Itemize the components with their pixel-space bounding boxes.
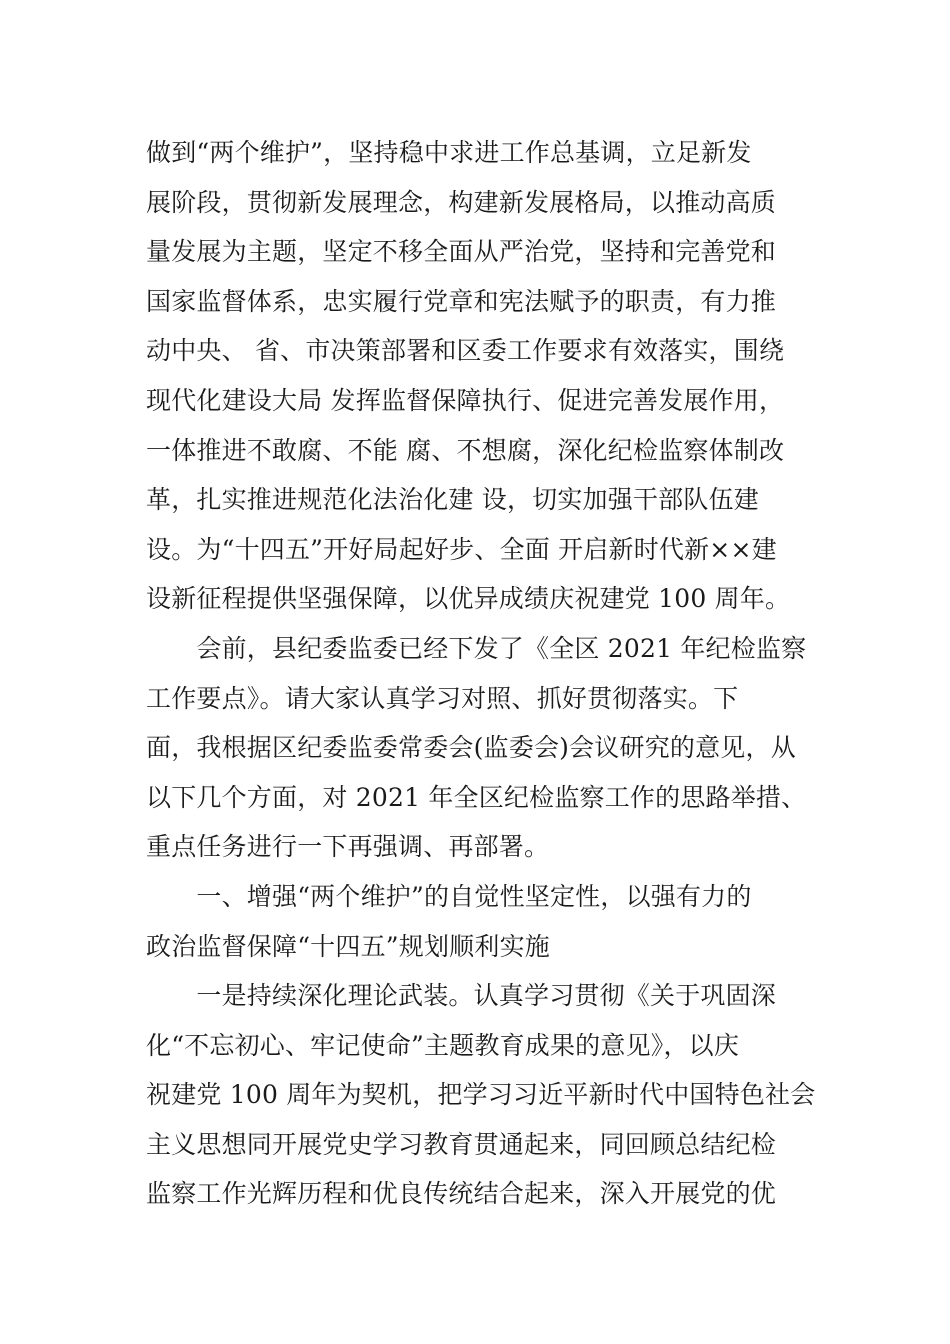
text-line: 工作要点》。请大家认真学习对照、抓好贯彻落实。下 <box>146 683 739 713</box>
text-line: 动中央、 省、市决策部署和区委工作要求有效落实，围绕 <box>146 336 785 366</box>
text-line: 量发展为主题，坚定不移全面从严治党，坚持和完善党和 <box>146 237 777 267</box>
text-line: 设。为“十四五”开好局起好步、全面 开启新时代新××建 <box>146 534 777 564</box>
text-line: 做到“两个维护”，坚持稳中求进工作总基调，立足新发 <box>146 138 752 167</box>
text-line: 现代化建设大局 发挥监督保障执行、促进完善发展作用， <box>146 385 785 415</box>
text-line: 面，我根据区纪委监委常委会(监委会)会议研究的意见，从 <box>146 733 796 763</box>
text-line: 革，扎实推进规范化法治化建 设，切实加强干部队伍建 <box>146 485 759 515</box>
text-line: 设新征程提供坚强保障，以优异成绩庆祝建党 100 周年。 <box>146 584 791 614</box>
text-line: 监察工作光辉历程和优良传统结合起来，深入开展党的优 <box>146 1179 777 1209</box>
text-line: 会前，县纪委监委已经下发了《全区 2021 年纪检监察 <box>146 633 807 663</box>
text-line: 祝建党 100 周年为契机，把学习习近平新时代中国特色社会 <box>146 1080 816 1110</box>
document-body <box>146 128 816 1219</box>
section-heading-line: 政治监督保障“十四五”规划顺利实施 <box>146 931 550 961</box>
text-line: 一是持续深化理论武装。认真学习贯彻《关于巩固深 <box>146 981 777 1011</box>
text-line: 展阶段，贯彻新发展理念，构建新发展格局，以推动高质 <box>146 187 777 217</box>
text-line: 一体推进不敢腐、不能 腐、不想腐，深化纪检监察体制改 <box>146 435 785 465</box>
text-line: 国家监督体系，忠实履行党章和宪法赋予的职责，有力推 <box>146 286 777 316</box>
text-line: 化“不忘初心、牢记使命”主题教育成果的意见》，以庆 <box>146 1030 740 1060</box>
text-line: 主义思想同开展党史学习教育贯通起来，同回顾总结纪检 <box>146 1129 777 1159</box>
section-heading-line: 一、增强“两个维护”的自觉性坚定性，以强有力的 <box>146 881 752 911</box>
text-line: 重点任务进行一下再强调、再部署。 <box>146 832 550 862</box>
text-line: 以下几个方面，对 2021 年全区纪检监察工作的思路举措、 <box>146 782 807 812</box>
